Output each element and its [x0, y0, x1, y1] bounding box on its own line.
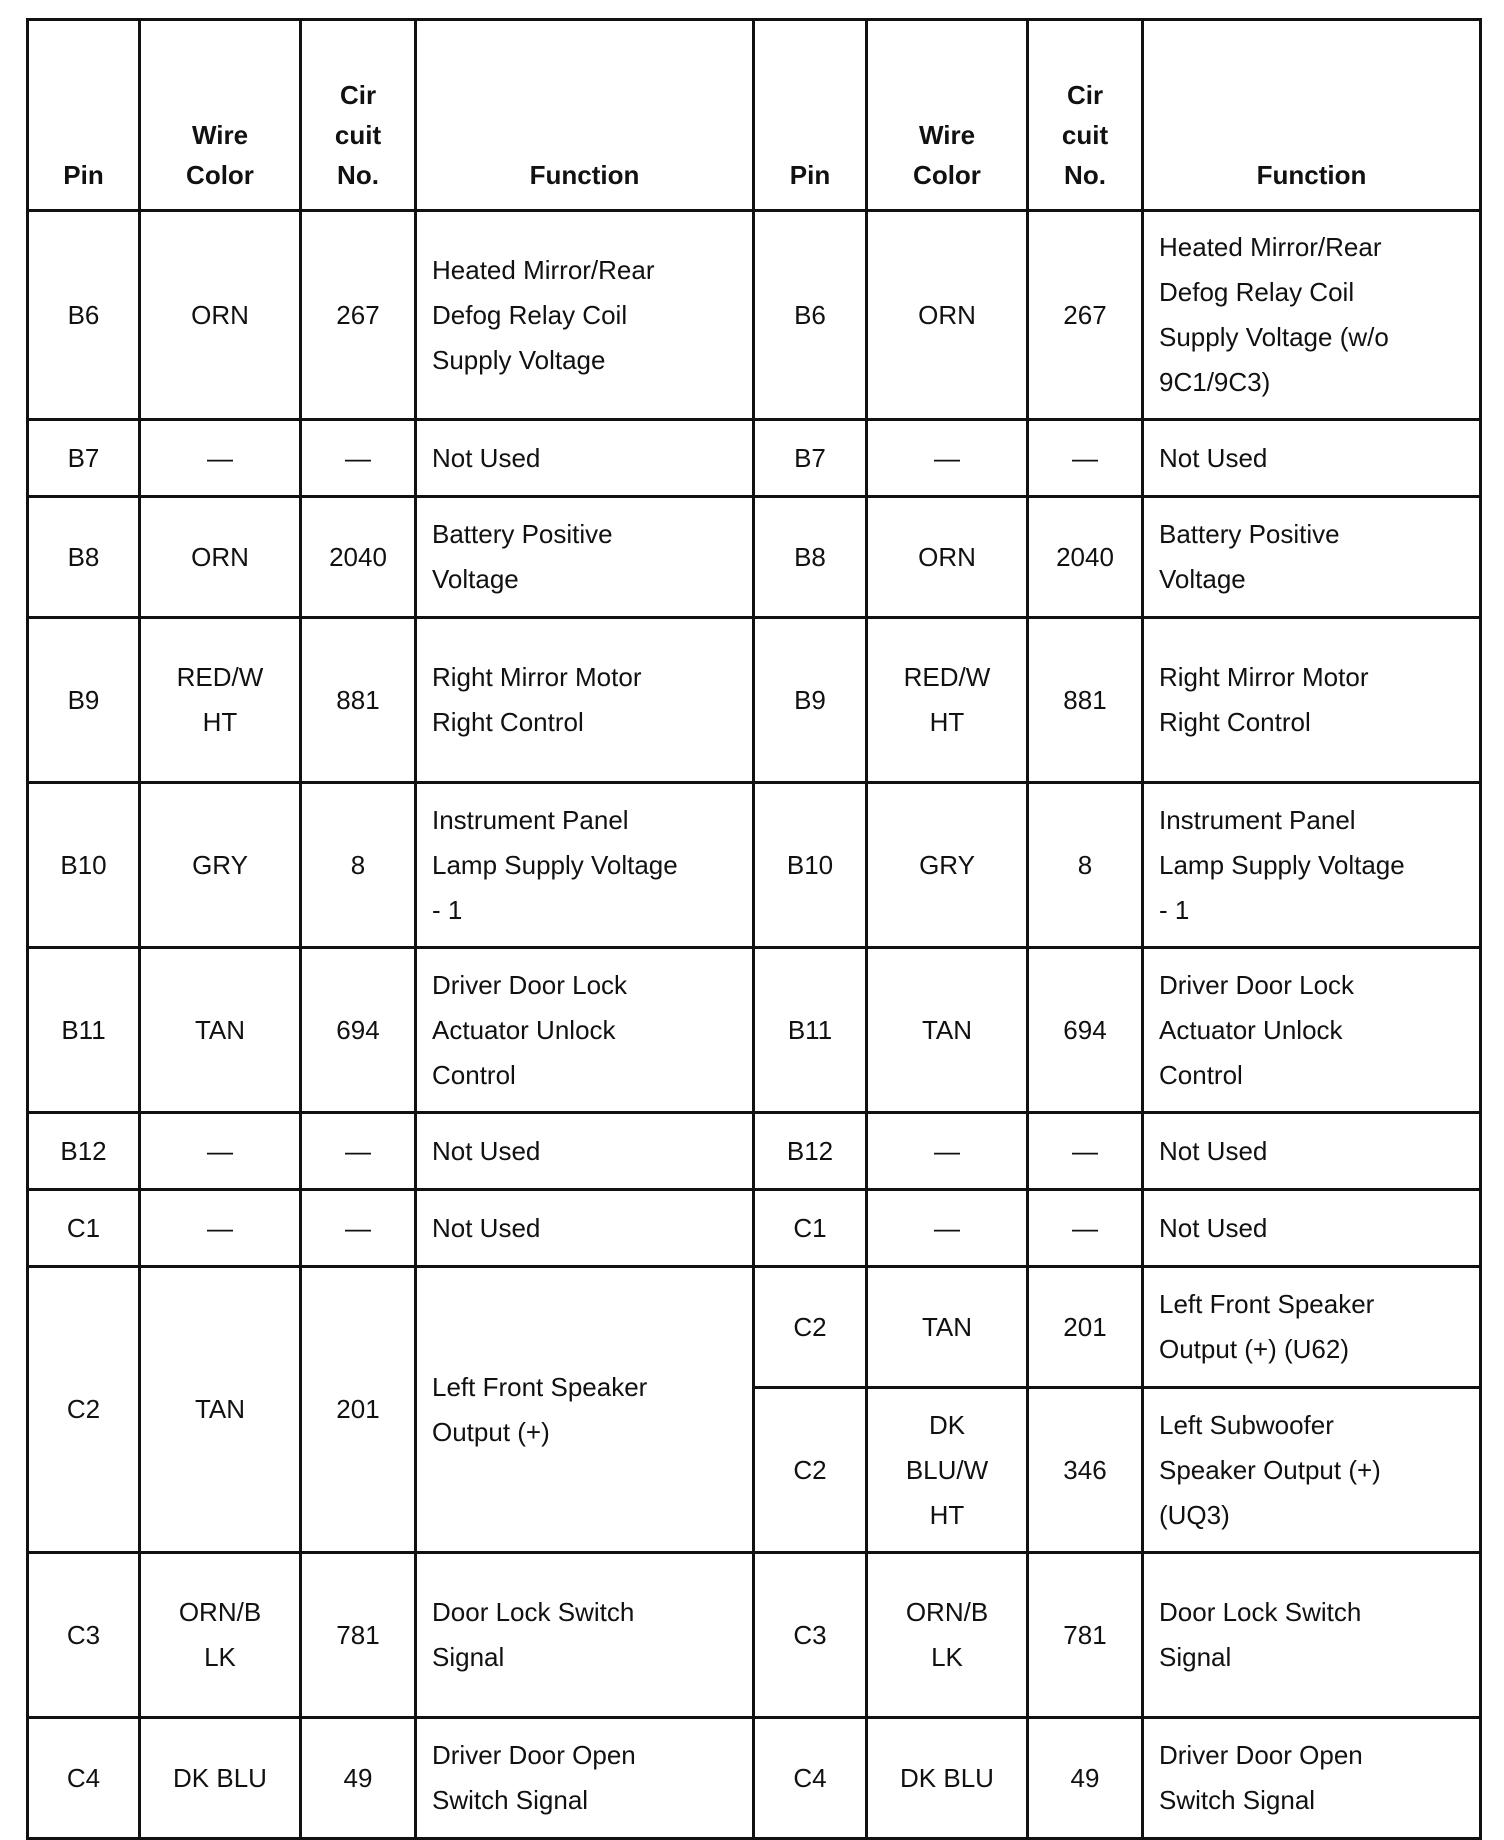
- function-cell: Driver Door Lock Actuator Unlock Control: [1143, 948, 1481, 1113]
- function-cell: Driver Door Open Switch Signal: [1143, 1718, 1481, 1839]
- circuit-cell: —: [1028, 420, 1143, 497]
- header-circuit-no: Cir cuit No.: [1028, 20, 1143, 211]
- table-row: [28, 420, 1481, 497]
- circuit-cell: 201: [301, 1267, 416, 1553]
- header-wire-color: Wire Color: [140, 20, 301, 211]
- function-cell: Not Used: [1143, 1190, 1481, 1267]
- pin-cell: C1: [754, 1190, 867, 1267]
- header-function: Function: [416, 20, 754, 211]
- function-cell: Not Used: [416, 420, 754, 497]
- circuit-cell: 781: [1028, 1553, 1143, 1718]
- function-cell: Left Front Speaker Output (+) (U62): [1143, 1267, 1481, 1388]
- circuit-cell: —: [1028, 1113, 1143, 1190]
- wire-color-cell: ORN/B LK: [867, 1553, 1028, 1718]
- function-cell: Right Mirror Motor Right Control: [416, 618, 754, 783]
- wire-color-cell: GRY: [140, 783, 301, 948]
- circuit-cell: 2040: [301, 497, 416, 618]
- wire-color-cell: DK BLU: [867, 1718, 1028, 1839]
- function-cell: Battery Positive Voltage: [416, 497, 754, 618]
- function-cell: Left Front Speaker Output (+): [416, 1267, 754, 1553]
- wire-color-cell: RED/W HT: [867, 618, 1028, 783]
- pin-cell: B7: [28, 420, 140, 497]
- circuit-cell: 49: [301, 1718, 416, 1839]
- function-cell: Not Used: [416, 1113, 754, 1190]
- pin-cell: C4: [754, 1718, 867, 1839]
- wire-color-cell: DK BLU: [140, 1718, 301, 1839]
- table-row: [28, 618, 1481, 783]
- circuit-cell: —: [301, 420, 416, 497]
- circuit-cell: 49: [1028, 1718, 1143, 1839]
- table-row: [28, 783, 1481, 948]
- pin-cell: B8: [754, 497, 867, 618]
- table-row: [28, 211, 1481, 420]
- wire-color-cell: RED/W HT: [140, 618, 301, 783]
- wire-color-cell: ORN: [867, 211, 1028, 420]
- pin-cell: C2: [754, 1267, 867, 1388]
- circuit-cell: 346: [1028, 1388, 1143, 1553]
- wire-color-cell: ORN: [867, 497, 1028, 618]
- circuit-cell: —: [301, 1113, 416, 1190]
- pin-cell: B6: [754, 211, 867, 420]
- function-cell: Right Mirror Motor Right Control: [1143, 618, 1481, 783]
- wire-color-cell: GRY: [867, 783, 1028, 948]
- pin-cell: B11: [754, 948, 867, 1113]
- circuit-cell: 781: [301, 1553, 416, 1718]
- table-row: [28, 497, 1481, 618]
- pin-cell: B9: [754, 618, 867, 783]
- wire-color-cell: ORN: [140, 211, 301, 420]
- pin-cell: C3: [754, 1553, 867, 1718]
- wire-color-cell: TAN: [140, 948, 301, 1113]
- wire-color-cell: TAN: [140, 1267, 301, 1553]
- pin-cell: B11: [28, 948, 140, 1113]
- wire-color-cell: DK BLU/W HT: [867, 1388, 1028, 1553]
- function-cell: Not Used: [416, 1190, 754, 1267]
- function-cell: Driver Door Open Switch Signal: [416, 1718, 754, 1839]
- header-circuit-no: Cir cuit No.: [301, 20, 416, 211]
- header-pin: Pin: [754, 20, 867, 211]
- function-cell: Instrument Panel Lamp Supply Voltage - 1: [416, 783, 754, 948]
- circuit-cell: 267: [301, 211, 416, 420]
- function-cell: Driver Door Lock Actuator Unlock Control: [416, 948, 754, 1113]
- table-row: [28, 1267, 1481, 1388]
- circuit-cell: 8: [301, 783, 416, 948]
- header-function: Function: [1143, 20, 1481, 211]
- circuit-cell: 2040: [1028, 497, 1143, 618]
- function-cell: Instrument Panel Lamp Supply Voltage - 1: [1143, 783, 1481, 948]
- function-cell: Battery Positive Voltage: [1143, 497, 1481, 618]
- pin-cell: B9: [28, 618, 140, 783]
- table-row: [28, 1113, 1481, 1190]
- circuit-cell: —: [301, 1190, 416, 1267]
- pin-cell: B7: [754, 420, 867, 497]
- pin-cell: C4: [28, 1718, 140, 1839]
- header-row: [28, 20, 1481, 211]
- header-pin: Pin: [28, 20, 140, 211]
- wire-color-cell: ORN: [140, 497, 301, 618]
- pin-cell: B12: [28, 1113, 140, 1190]
- pin-cell: C2: [754, 1388, 867, 1553]
- connector-pinout-table: [26, 18, 1482, 1840]
- circuit-cell: 267: [1028, 211, 1143, 420]
- table-row: [28, 1718, 1481, 1839]
- wire-color-cell: —: [867, 420, 1028, 497]
- pin-cell: B10: [754, 783, 867, 948]
- table-row: [28, 948, 1481, 1113]
- circuit-cell: 201: [1028, 1267, 1143, 1388]
- wire-color-cell: —: [867, 1113, 1028, 1190]
- circuit-cell: 694: [301, 948, 416, 1113]
- wire-color-cell: ORN/B LK: [140, 1553, 301, 1718]
- pin-cell: B10: [28, 783, 140, 948]
- pin-cell: B12: [754, 1113, 867, 1190]
- pin-cell: B6: [28, 211, 140, 420]
- wire-color-cell: TAN: [867, 1267, 1028, 1388]
- pin-cell: C1: [28, 1190, 140, 1267]
- table-row: [28, 1553, 1481, 1718]
- pin-cell: B8: [28, 497, 140, 618]
- circuit-cell: 881: [301, 618, 416, 783]
- wire-color-cell: —: [867, 1190, 1028, 1267]
- circuit-cell: 8: [1028, 783, 1143, 948]
- circuit-cell: —: [1028, 1190, 1143, 1267]
- circuit-cell: 881: [1028, 618, 1143, 783]
- wire-color-cell: —: [140, 1190, 301, 1267]
- function-cell: Door Lock Switch Signal: [1143, 1553, 1481, 1718]
- header-wire-color: Wire Color: [867, 20, 1028, 211]
- wire-color-cell: TAN: [867, 948, 1028, 1113]
- function-cell: Heated Mirror/Rear Defog Relay Coil Supply Voltage: [416, 211, 754, 420]
- function-cell: Heated Mirror/Rear Defog Relay Coil Supply Voltage (w/o 9C1/9C3): [1143, 211, 1481, 420]
- pin-cell: C2: [28, 1267, 140, 1553]
- wire-color-cell: —: [140, 420, 301, 497]
- pin-cell: C3: [28, 1553, 140, 1718]
- function-cell: Not Used: [1143, 1113, 1481, 1190]
- circuit-cell: 694: [1028, 948, 1143, 1113]
- wire-color-cell: —: [140, 1113, 301, 1190]
- function-cell: Not Used: [1143, 420, 1481, 497]
- function-cell: Left Subwoofer Speaker Output (+) (UQ3): [1143, 1388, 1481, 1553]
- table-row: [28, 1190, 1481, 1267]
- function-cell: Door Lock Switch Signal: [416, 1553, 754, 1718]
